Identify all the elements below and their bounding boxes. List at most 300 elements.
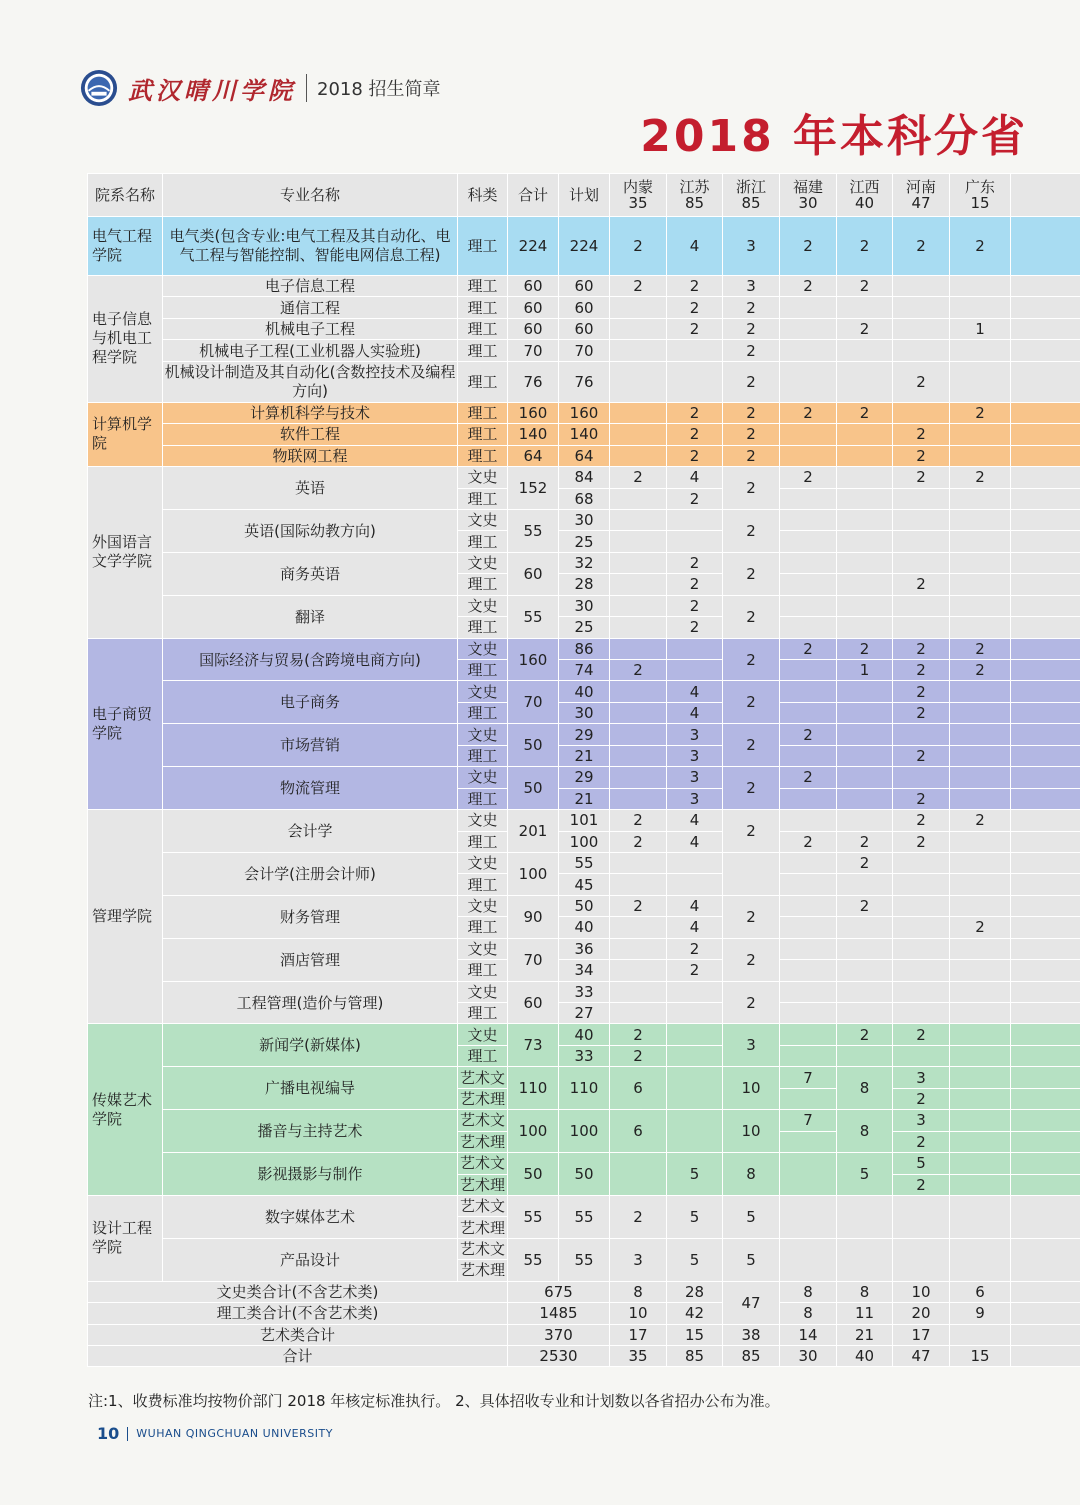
quota-cell xyxy=(1011,788,1080,809)
quota-cell: 2 xyxy=(950,660,1011,681)
quota-cell xyxy=(1011,297,1080,318)
quota-cell: 5 xyxy=(667,1153,723,1196)
dept-cell: 电子商贸学院 xyxy=(88,638,163,810)
quota-cell: 3 xyxy=(667,788,723,809)
quota-cell xyxy=(950,276,1011,297)
major-cell: 电子信息工程 xyxy=(163,276,458,297)
quota-cell: 2 xyxy=(780,467,837,488)
quota-cell: 47 xyxy=(893,1346,950,1367)
quota-cell xyxy=(893,509,950,530)
quota-cell xyxy=(1011,595,1080,616)
quota-cell: 10 xyxy=(893,1281,950,1302)
quota-cell: 2 xyxy=(723,638,780,681)
table-row xyxy=(88,1238,1080,1259)
quota-cell: 2 xyxy=(723,402,780,423)
quota-cell xyxy=(1011,660,1080,681)
quota-cell: 2 xyxy=(667,297,723,318)
category-cell: 理工 xyxy=(458,445,508,466)
quota-cell xyxy=(1011,1195,1080,1238)
quota-cell: 2 xyxy=(837,831,893,852)
plan-cell: 40 xyxy=(559,917,610,938)
quota-cell xyxy=(780,1238,837,1281)
major-cell: 数字媒体艺术 xyxy=(163,1195,458,1238)
quota-cell: 2 xyxy=(610,467,667,488)
quota-cell xyxy=(950,1324,1011,1345)
quota-cell: 15 xyxy=(950,1346,1011,1367)
header-total: 合计 xyxy=(508,174,559,217)
quota-cell: 3 xyxy=(723,1024,780,1067)
quota-cell: 2 xyxy=(723,340,780,361)
province-name: 江西 xyxy=(849,178,880,196)
total-cell: 60 xyxy=(508,318,559,339)
category-cell: 理工 xyxy=(458,217,508,276)
quota-cell xyxy=(780,1088,837,1109)
quota-cell: 4 xyxy=(667,831,723,852)
plan-cell: 25 xyxy=(559,531,610,552)
summary-total: 1485 xyxy=(508,1303,610,1324)
quota-cell xyxy=(950,1003,1011,1024)
quota-cell xyxy=(610,402,667,423)
table-row xyxy=(88,1153,1080,1174)
quota-cell xyxy=(780,745,837,766)
quota-cell xyxy=(610,702,667,723)
quota-cell xyxy=(950,595,1011,616)
quota-cell: 2 xyxy=(723,810,780,853)
table-row xyxy=(88,509,1080,530)
quota-cell: 2 xyxy=(893,810,950,831)
quota-cell: 2 xyxy=(780,638,837,659)
quota-cell xyxy=(610,960,667,981)
quota-cell xyxy=(950,1045,1011,1066)
quota-cell xyxy=(1011,617,1080,638)
quota-cell xyxy=(1011,810,1080,831)
quota-cell xyxy=(667,874,723,895)
plan-cell: 60 xyxy=(559,297,610,318)
category-cell: 文史 xyxy=(458,767,508,788)
category-cell: 艺术文 xyxy=(458,1067,508,1088)
quota-cell: 3 xyxy=(723,217,780,276)
category-cell: 文史 xyxy=(458,595,508,616)
quota-cell xyxy=(837,981,893,1002)
plan-cell: 76 xyxy=(559,361,610,402)
quota-cell xyxy=(950,981,1011,1002)
quota-cell xyxy=(610,638,667,659)
category-cell: 理工 xyxy=(458,788,508,809)
quota-cell xyxy=(950,1110,1011,1131)
category-cell: 理工 xyxy=(458,745,508,766)
quota-cell xyxy=(837,424,893,445)
summary-row xyxy=(88,1324,1080,1345)
header-province xyxy=(780,174,837,217)
plan-cell: 86 xyxy=(559,638,610,659)
quota-cell: 2 xyxy=(610,1024,667,1045)
quota-cell: 2 xyxy=(723,724,780,767)
major-cell: 市场营销 xyxy=(163,724,458,767)
quota-cell xyxy=(950,724,1011,745)
quota-cell xyxy=(780,1024,837,1045)
quota-cell: 14 xyxy=(780,1324,837,1345)
category-cell: 文史 xyxy=(458,981,508,1002)
quota-cell xyxy=(780,424,837,445)
quota-cell xyxy=(610,767,667,788)
quota-cell: 85 xyxy=(723,1346,780,1367)
total-cell: 64 xyxy=(508,445,559,466)
province-total: 35 xyxy=(628,194,648,212)
quota-cell xyxy=(1011,467,1080,488)
quota-cell xyxy=(667,1045,723,1066)
plan-cell: 84 xyxy=(559,467,610,488)
major-cell: 物联网工程 xyxy=(163,445,458,466)
quota-cell xyxy=(1011,745,1080,766)
quota-cell xyxy=(1011,1303,1080,1324)
quota-cell xyxy=(837,617,893,638)
quota-cell: 7 xyxy=(780,1110,837,1131)
quota-cell: 2 xyxy=(667,574,723,595)
quota-cell: 2 xyxy=(893,445,950,466)
quota-cell xyxy=(1011,917,1080,938)
province-total: 30 xyxy=(798,194,818,212)
quota-cell xyxy=(1011,852,1080,873)
category-cell: 理工 xyxy=(458,660,508,681)
quota-cell: 2 xyxy=(837,276,893,297)
quota-cell xyxy=(1011,1153,1080,1174)
quota-cell xyxy=(837,488,893,509)
plan-cell: 224 xyxy=(559,217,610,276)
page-number: 10 xyxy=(97,1424,120,1443)
plan-cell: 50 xyxy=(559,1153,610,1196)
quota-cell: 7 xyxy=(780,1067,837,1088)
quota-cell: 2 xyxy=(780,767,837,788)
table-row xyxy=(88,1110,1080,1131)
quota-cell xyxy=(950,745,1011,766)
dept-cell: 电子信息与机电工程学院 xyxy=(88,276,163,403)
major-cell: 机械电子工程(工业机器人实验班) xyxy=(163,340,458,361)
quota-cell xyxy=(893,1003,950,1024)
major-cell: 软件工程 xyxy=(163,424,458,445)
quota-cell xyxy=(893,960,950,981)
quota-cell xyxy=(780,810,837,831)
quota-cell xyxy=(1011,681,1080,702)
quota-cell: 2 xyxy=(667,318,723,339)
quota-cell xyxy=(667,638,723,659)
quota-cell xyxy=(893,340,950,361)
school-name: 武汉晴川学院 xyxy=(128,75,296,105)
quota-cell xyxy=(1011,1067,1080,1088)
quota-cell xyxy=(1011,509,1080,530)
plan-cell: 33 xyxy=(559,1045,610,1066)
table-row xyxy=(88,595,1080,616)
quota-cell: 2 xyxy=(610,660,667,681)
quota-cell: 2 xyxy=(893,1174,950,1195)
quota-cell xyxy=(1011,318,1080,339)
quota-cell xyxy=(780,1045,837,1066)
plan-cell: 60 xyxy=(559,276,610,297)
quota-cell: 2 xyxy=(723,318,780,339)
quota-cell xyxy=(1011,895,1080,916)
table-row xyxy=(88,638,1080,659)
quota-cell xyxy=(950,424,1011,445)
quota-cell xyxy=(950,574,1011,595)
quota-cell: 4 xyxy=(667,895,723,916)
total-cell: 50 xyxy=(508,1153,559,1196)
quota-cell: 2 xyxy=(723,681,780,724)
quota-cell xyxy=(780,361,837,402)
quota-cell: 2 xyxy=(723,981,780,1024)
dept-cell: 管理学院 xyxy=(88,810,163,1024)
quota-cell: 2 xyxy=(837,852,893,873)
quota-cell xyxy=(610,981,667,1002)
plan-cell: 55 xyxy=(559,1195,610,1238)
quota-cell xyxy=(893,276,950,297)
quota-cell xyxy=(1011,340,1080,361)
quota-cell xyxy=(780,788,837,809)
quota-cell xyxy=(780,702,837,723)
quota-cell xyxy=(893,981,950,1002)
quota-cell: 30 xyxy=(780,1346,837,1367)
plan-cell: 101 xyxy=(559,810,610,831)
province-name: 河南 xyxy=(905,178,936,196)
quota-cell xyxy=(950,1153,1011,1174)
plan-cell: 110 xyxy=(559,1067,610,1110)
header-province xyxy=(723,174,780,217)
major-cell: 会计学(注册会计师) xyxy=(163,852,458,895)
school-emblem-icon xyxy=(80,69,118,107)
quota-cell xyxy=(837,1003,893,1024)
quota-cell: 15 xyxy=(667,1324,723,1345)
quota-cell: 2 xyxy=(723,895,780,938)
quota-cell: 28 xyxy=(667,1281,723,1302)
table-row xyxy=(88,1195,1080,1216)
quota-cell: 1 xyxy=(950,318,1011,339)
quota-cell: 2 xyxy=(893,217,950,276)
quota-cell xyxy=(780,1131,837,1152)
quota-cell xyxy=(950,874,1011,895)
quota-cell xyxy=(893,1238,950,1281)
quota-cell xyxy=(893,297,950,318)
quota-cell: 3 xyxy=(893,1110,950,1131)
quota-cell xyxy=(1011,531,1080,552)
category-cell: 理工 xyxy=(458,1003,508,1024)
page-title: 2018 年本科分省 xyxy=(640,111,1028,162)
quota-cell xyxy=(950,509,1011,530)
quota-cell xyxy=(610,617,667,638)
quota-cell: 2 xyxy=(893,1088,950,1109)
category-cell: 文史 xyxy=(458,638,508,659)
quota-cell xyxy=(1011,1281,1080,1302)
plan-cell: 100 xyxy=(559,831,610,852)
quota-cell xyxy=(1011,1131,1080,1152)
quota-cell xyxy=(610,552,667,573)
quota-cell xyxy=(893,1195,950,1238)
quota-cell: 5 xyxy=(667,1238,723,1281)
quota-cell xyxy=(780,531,837,552)
quota-cell xyxy=(1011,831,1080,852)
quota-cell: 5 xyxy=(893,1153,950,1174)
plan-cell: 40 xyxy=(559,1024,610,1045)
quota-cell xyxy=(950,1067,1011,1088)
quota-cell xyxy=(780,895,837,916)
table-row xyxy=(88,340,1080,361)
table-row xyxy=(88,402,1080,423)
quota-cell xyxy=(780,960,837,981)
total-cell: 160 xyxy=(508,638,559,681)
header-province xyxy=(837,174,893,217)
plan-cell: 29 xyxy=(559,724,610,745)
category-cell: 艺术理 xyxy=(458,1217,508,1238)
quota-cell xyxy=(837,1195,893,1238)
quota-cell: 2 xyxy=(667,445,723,466)
quota-cell xyxy=(837,745,893,766)
major-cell: 会计学 xyxy=(163,810,458,853)
plan-cell: 33 xyxy=(559,981,610,1002)
total-cell: 160 xyxy=(508,402,559,423)
quota-cell xyxy=(1011,488,1080,509)
province-name: 江苏 xyxy=(679,178,710,196)
total-cell: 70 xyxy=(508,681,559,724)
quota-cell xyxy=(610,681,667,702)
header-divider xyxy=(306,74,307,102)
quota-cell xyxy=(780,297,837,318)
category-cell: 艺术文 xyxy=(458,1110,508,1131)
quota-cell: 5 xyxy=(837,1153,893,1196)
plan-cell: 36 xyxy=(559,938,610,959)
plan-cell: 30 xyxy=(559,595,610,616)
quota-cell: 17 xyxy=(893,1324,950,1345)
category-cell: 理工 xyxy=(458,318,508,339)
quota-cell: 2 xyxy=(950,810,1011,831)
category-cell: 理工 xyxy=(458,960,508,981)
quota-cell: 2 xyxy=(893,745,950,766)
table-row xyxy=(88,938,1080,959)
quota-cell: 2 xyxy=(780,724,837,745)
plan-cell: 40 xyxy=(559,681,610,702)
quota-cell xyxy=(667,981,723,1002)
province-name: 内蒙 xyxy=(622,178,653,196)
quota-cell xyxy=(780,1195,837,1238)
quota-cell xyxy=(950,895,1011,916)
major-cell: 电子商务 xyxy=(163,681,458,724)
quota-cell xyxy=(950,1174,1011,1195)
quota-cell: 85 xyxy=(667,1346,723,1367)
quota-cell xyxy=(837,509,893,530)
total-cell: 60 xyxy=(508,276,559,297)
quota-cell: 4 xyxy=(667,702,723,723)
quota-cell: 2 xyxy=(723,361,780,402)
quota-cell: 5 xyxy=(723,1195,780,1238)
summary-label: 文史类合计(不含艺术类) xyxy=(88,1281,508,1302)
quota-cell xyxy=(893,402,950,423)
category-cell: 文史 xyxy=(458,552,508,573)
category-cell: 理工 xyxy=(458,340,508,361)
quota-cell: 2 xyxy=(893,467,950,488)
quota-cell: 2 xyxy=(950,638,1011,659)
quota-cell xyxy=(1011,445,1080,466)
quota-cell xyxy=(1011,276,1080,297)
quota-cell xyxy=(667,531,723,552)
total-cell: 55 xyxy=(508,595,559,638)
quota-cell xyxy=(950,852,1011,873)
summary-label: 理工类合计(不含艺术类) xyxy=(88,1303,508,1324)
quota-cell xyxy=(837,340,893,361)
quota-cell xyxy=(610,445,667,466)
quota-cell xyxy=(837,531,893,552)
total-cell: 140 xyxy=(508,424,559,445)
quota-cell xyxy=(780,488,837,509)
plan-cell: 64 xyxy=(559,445,610,466)
quota-cell: 2 xyxy=(950,467,1011,488)
quota-cell xyxy=(893,531,950,552)
table-row xyxy=(88,297,1080,318)
quota-cell xyxy=(1011,638,1080,659)
quota-cell: 8 xyxy=(837,1067,893,1110)
quota-cell: 38 xyxy=(723,1324,780,1345)
header-category: 科类 xyxy=(458,174,508,217)
quota-cell: 2 xyxy=(837,318,893,339)
major-cell: 英语 xyxy=(163,467,458,510)
quota-cell: 2 xyxy=(667,552,723,573)
major-cell: 播音与主持艺术 xyxy=(163,1110,458,1153)
quota-cell xyxy=(837,938,893,959)
quota-cell: 2 xyxy=(723,467,780,510)
quota-cell: 2 xyxy=(667,595,723,616)
major-cell: 机械电子工程 xyxy=(163,318,458,339)
category-cell: 艺术文 xyxy=(458,1238,508,1259)
quota-cell xyxy=(1011,938,1080,959)
quota-cell xyxy=(610,531,667,552)
plan-cell: 27 xyxy=(559,1003,610,1024)
quota-cell: 2 xyxy=(893,788,950,809)
summary-row xyxy=(88,1281,1080,1302)
total-cell: 60 xyxy=(508,552,559,595)
quota-cell: 2 xyxy=(837,638,893,659)
quota-cell xyxy=(780,318,837,339)
province-name: 广东 xyxy=(964,178,995,196)
summary-row xyxy=(88,1346,1080,1367)
quota-cell: 9 xyxy=(950,1303,1011,1324)
dept-cell: 计算机学院 xyxy=(88,402,163,466)
quota-cell xyxy=(837,767,893,788)
quota-cell: 2 xyxy=(837,402,893,423)
quota-cell xyxy=(950,1088,1011,1109)
category-cell: 艺术理 xyxy=(458,1088,508,1109)
table-row xyxy=(88,852,1080,873)
quota-cell: 8 xyxy=(723,1153,780,1196)
quota-cell xyxy=(780,340,837,361)
major-cell: 财务管理 xyxy=(163,895,458,938)
major-cell: 翻译 xyxy=(163,595,458,638)
major-cell: 英语(国际幼教方向) xyxy=(163,509,458,552)
quota-cell xyxy=(950,960,1011,981)
quota-cell xyxy=(610,488,667,509)
quota-cell: 2 xyxy=(837,217,893,276)
plan-cell: 50 xyxy=(559,895,610,916)
quota-cell xyxy=(780,617,837,638)
plan-cell: 34 xyxy=(559,960,610,981)
quota-cell: 2 xyxy=(667,617,723,638)
total-cell: 55 xyxy=(508,509,559,552)
summary-total: 370 xyxy=(508,1324,610,1345)
quota-cell xyxy=(893,595,950,616)
quota-cell xyxy=(950,831,1011,852)
total-cell: 50 xyxy=(508,724,559,767)
quota-cell xyxy=(780,938,837,959)
quota-cell: 2 xyxy=(893,361,950,402)
quota-cell xyxy=(837,788,893,809)
category-cell: 理工 xyxy=(458,617,508,638)
header-plan: 计划 xyxy=(559,174,610,217)
major-cell: 商务英语 xyxy=(163,552,458,595)
footer-divider xyxy=(127,1427,128,1441)
